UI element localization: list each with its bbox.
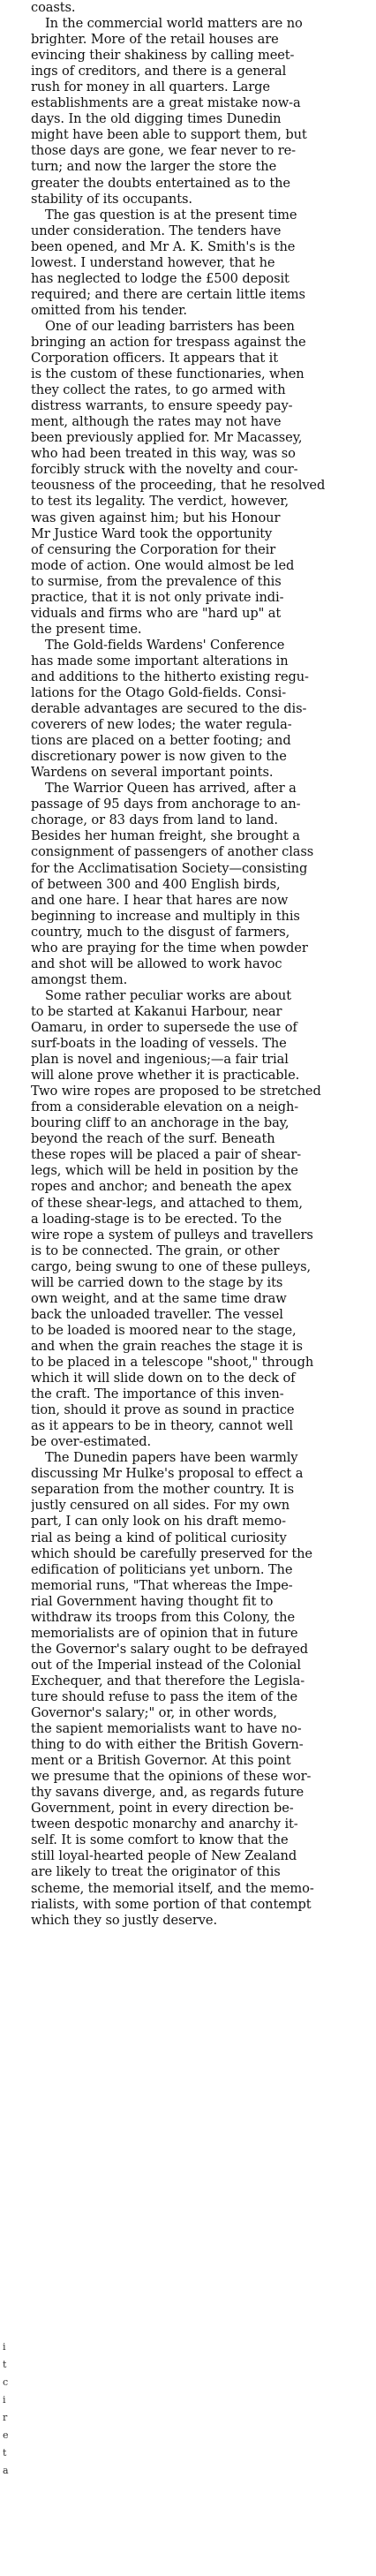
text-line: The Warrior Queen has arrived, after a bbox=[45, 781, 297, 797]
margin-fragment: e bbox=[3, 2429, 9, 2441]
text-line: surf-boats in the loading of vessels. The bbox=[31, 1036, 287, 1052]
text-line: been previously applied for. Mr Macassey, bbox=[31, 430, 303, 446]
text-line: to be loaded is moored near to the stage, bbox=[31, 1322, 297, 1338]
text-line: memorial runs, "That whereas the Impe- bbox=[31, 1577, 293, 1593]
text-line: and one hare. I hear that hares are now bbox=[31, 892, 289, 908]
text-line: are likely to treat the originator of this bbox=[31, 1864, 281, 1880]
text-line: wire rope a system of pulleys and travellers bbox=[31, 1227, 313, 1243]
text-line: derable advantages are secured to the dis- bbox=[31, 701, 307, 717]
text-line: ture should refuse to pass the item of the bbox=[31, 1688, 298, 1704]
text-line: coasts. bbox=[31, 0, 76, 15]
text-line: teousness of the proceeding, that he resolved bbox=[31, 478, 326, 494]
paragraph bbox=[31, 0, 373, 16]
text-line: thing to do with either the British Govern- bbox=[31, 1737, 304, 1753]
text-line: will alone prove whether it is practicable. bbox=[31, 1068, 300, 1084]
text-line: practice, that it is not only private indi- bbox=[31, 589, 284, 605]
text-line: rialists, with some portion of that contempt bbox=[31, 1896, 312, 1912]
text-line: amongst them. bbox=[31, 971, 128, 987]
text-line: a loading-stage is to be erected. To the bbox=[31, 1211, 282, 1227]
text-line: evincing their shakiness by calling meet- bbox=[31, 48, 295, 64]
text-line: greater the doubts entertained as to the bbox=[31, 175, 290, 191]
text-line: back the unloaded traveller. The vessel bbox=[31, 1306, 283, 1322]
text-line: bringing an action for trespass against the bbox=[31, 334, 306, 350]
text-line: to surmise, from the prevalence of this bbox=[31, 573, 282, 589]
text-line: The gas question is at the present time bbox=[45, 207, 297, 223]
text-line: Two wire ropes are proposed to be stretched bbox=[31, 1084, 321, 1099]
text-line: rial Government having thought fit to bbox=[31, 1593, 274, 1609]
margin-fragment: r bbox=[3, 2412, 8, 2423]
text-line: viduals and firms who are "hard up" at bbox=[31, 605, 282, 621]
text-line: rush for money in all quarters. Large bbox=[31, 79, 270, 95]
text-line: for the Acclimatisation Society—consisting bbox=[31, 860, 308, 876]
margin-fragments bbox=[3, 2338, 26, 2480]
text-line: country, much to the disgust of farmers, bbox=[31, 924, 290, 940]
text-line: tween despotic monarchy and anarchy it- bbox=[31, 1817, 298, 1832]
text-line: ings of creditors, and there is a general bbox=[31, 64, 287, 79]
margin-fragment: i bbox=[3, 2394, 6, 2406]
text-line: Some rather peculiar works are about bbox=[45, 987, 291, 1003]
text-line: the Governor's salary ought to be defrayed bbox=[31, 1641, 308, 1657]
paragraph bbox=[31, 1450, 373, 1928]
text-line: consignment of passengers of another class bbox=[31, 844, 314, 860]
text-line: Government, point in every direction be- bbox=[31, 1801, 294, 1817]
paragraph bbox=[31, 16, 373, 208]
text-line: days. In the old digging times Dunedin bbox=[31, 111, 282, 127]
text-line: to be placed in a telescope "shoot," through bbox=[31, 1354, 314, 1370]
text-line: who had been treated in this way, was so bbox=[31, 446, 296, 462]
paragraph bbox=[31, 319, 373, 638]
text-line: edification of politicians yet unborn. The bbox=[31, 1561, 293, 1577]
text-line: they collect the rates, to go armed with bbox=[31, 382, 286, 398]
text-line: the sapient memorialists want to have no- bbox=[31, 1721, 302, 1737]
text-line: the craft. The importance of this inven- bbox=[31, 1386, 284, 1402]
text-line: will be carried down to the stage by its bbox=[31, 1274, 283, 1290]
text-line: has neglected to lodge the £500 deposit bbox=[31, 270, 290, 286]
text-line: Besides her human freight, she brought a bbox=[31, 828, 300, 844]
paragraph bbox=[31, 638, 373, 781]
text-line: to test its legality. The verdict, however, bbox=[31, 494, 290, 510]
text-line: which they so justly deserve. bbox=[31, 1912, 217, 1928]
text-line: which it will slide down on to the deck of bbox=[31, 1371, 296, 1386]
text-line: of censuring the Corporation for their bbox=[31, 541, 276, 557]
text-line: justly censured on all sides. For my own bbox=[31, 1498, 290, 1514]
text-line: required; and there are certain little items bbox=[31, 286, 305, 302]
text-line: turn; and now the larger the store the bbox=[31, 159, 277, 175]
text-line: Exchequer, and that therefore the Legisla- bbox=[31, 1673, 305, 1688]
text-line: One of our leading barristers has been bbox=[45, 318, 295, 334]
margin-fragment: t bbox=[3, 2359, 7, 2370]
text-line: The Gold-fields Wardens' Conference bbox=[45, 637, 285, 653]
text-line: who are praying for the time when powder bbox=[31, 940, 308, 956]
text-line: memorialists are of opinion that in future bbox=[31, 1625, 298, 1641]
text-line: tions are placed on a better footing; and bbox=[31, 733, 291, 749]
text-line: as it appears to be in theory, cannot well bbox=[31, 1418, 293, 1434]
margin-fragment: a bbox=[3, 2465, 9, 2476]
text-line: Oamaru, in order to supersede the use of bbox=[31, 1020, 297, 1035]
text-line: Corporation officers. It appears that it bbox=[31, 351, 278, 366]
text-line: been opened, and Mr A. K. Smith's is the bbox=[31, 238, 296, 254]
paragraph bbox=[31, 781, 373, 988]
text-line: tion, should it prove as sound in practice bbox=[31, 1402, 295, 1418]
text-line: Wardens on several important points. bbox=[31, 765, 274, 781]
text-line: was given against him; but his Honour bbox=[31, 510, 281, 525]
text-line: Mr Justice Ward took the opportunity bbox=[31, 525, 273, 541]
text-line: omitted from his tender. bbox=[31, 302, 187, 318]
text-line: rial as being a kind of political curiosity bbox=[31, 1530, 287, 1545]
text-line: still loyal-hearted people of New Zealand bbox=[31, 1848, 297, 1864]
text-line: of between 300 and 400 English birds, bbox=[31, 876, 281, 892]
paragraph bbox=[31, 988, 373, 1450]
text-line: has made some important alterations in bbox=[31, 653, 289, 669]
text-line: thy savans diverge, and, as regards future bbox=[31, 1785, 305, 1801]
text-line: the present time. bbox=[31, 621, 142, 637]
text-line: scheme, the memorial itself, and the memo- bbox=[31, 1880, 314, 1896]
text-line: beginning to increase and multiply in this bbox=[31, 908, 300, 924]
text-line: we presume that the opinions of these wor- bbox=[31, 1769, 312, 1785]
text-line: beyond the reach of the surf. Beneath bbox=[31, 1131, 275, 1147]
text-line: might have been able to support them, but bbox=[31, 127, 307, 143]
text-line: be over-estimated. bbox=[31, 1434, 152, 1450]
paragraph bbox=[31, 208, 373, 319]
text-line: self. It is some comfort to know that the bbox=[31, 1832, 289, 1848]
text-line: cargo, being swung to one of these pulleys, bbox=[31, 1258, 312, 1274]
text-line: which should be carefully preserved for the bbox=[31, 1545, 312, 1561]
text-line: distress warrants, to ensure speedy pay- bbox=[31, 398, 293, 414]
text-line: those days are gone, we fear never to re- bbox=[31, 143, 297, 159]
text-line: and shot will be allowed to work havoc bbox=[31, 956, 282, 971]
text-line: mode of action. One would almost be led bbox=[31, 557, 295, 573]
text-line: plan is novel and ingenious;—a fair trial bbox=[31, 1052, 289, 1068]
text-line: these ropes will be placed a pair of shear- bbox=[31, 1147, 302, 1163]
text-line: ment or a British Governor. At this point bbox=[31, 1753, 291, 1769]
text-line: withdraw its troops from this Colony, the bbox=[31, 1609, 296, 1625]
text-line: ment, although the rates may not have bbox=[31, 414, 282, 430]
text-line: is the custom of these functionaries, when bbox=[31, 366, 305, 382]
text-line: own weight, and at the same time draw bbox=[31, 1290, 287, 1306]
article-column bbox=[31, 0, 373, 1929]
margin-fragment: t bbox=[3, 2447, 7, 2459]
text-line: is to be connected. The grain, or other bbox=[31, 1243, 280, 1258]
margin-fragment: c bbox=[3, 2376, 9, 2388]
text-line: of these shear-legs, and attached to them, bbox=[31, 1195, 303, 1211]
text-line: and additions to the hitherto existing regu- bbox=[31, 669, 309, 684]
text-line: Governor's salary;" or, in other words, bbox=[31, 1705, 277, 1721]
text-line: brighter. More of the retail houses are bbox=[31, 32, 279, 48]
text-line: discussing Mr Hulke's proposal to effect a bbox=[31, 1466, 304, 1482]
text-line: passage of 95 days from anchorage to an- bbox=[31, 797, 301, 812]
text-line: legs, which will be held in position by the bbox=[31, 1163, 298, 1179]
text-line: coverers of new lodes; the water regula- bbox=[31, 717, 292, 733]
text-line: stability of its occupants. bbox=[31, 191, 192, 207]
text-line: In the commercial world matters are no bbox=[45, 16, 303, 32]
text-line: discretionary power is now given to the bbox=[31, 749, 287, 765]
text-line: under consideration. The tenders have bbox=[31, 223, 282, 238]
text-line: bouring cliff to an anchorage in the bay, bbox=[31, 1115, 290, 1131]
text-line: from a considerable elevation on a neigh- bbox=[31, 1099, 299, 1115]
text-line: The Dunedin papers have been warmly bbox=[45, 1450, 298, 1466]
text-line: chorage, or 83 days from land to land. bbox=[31, 812, 278, 828]
text-line: ropes and anchor; and beneath the apex bbox=[31, 1179, 292, 1195]
text-line: out of the Imperial instead of the Colonial bbox=[31, 1657, 301, 1673]
text-line: lowest. I understand however, that he bbox=[31, 254, 275, 270]
text-line: forcibly struck with the novelty and cour- bbox=[31, 462, 298, 478]
text-line: separation from the mother country. It is bbox=[31, 1482, 295, 1498]
text-line: lations for the Otago Gold-fields. Consi- bbox=[31, 685, 287, 701]
scan-edge bbox=[0, 2550, 376, 2576]
text-line: establishments are a great mistake now-a bbox=[31, 95, 301, 111]
text-line: part, I can only look on his draft memo- bbox=[31, 1514, 286, 1530]
margin-fragment: i bbox=[3, 2341, 6, 2353]
text-line: and when the grain reaches the stage it is bbox=[31, 1338, 303, 1354]
text-line: to be started at Kakanui Harbour, near bbox=[31, 1003, 282, 1019]
